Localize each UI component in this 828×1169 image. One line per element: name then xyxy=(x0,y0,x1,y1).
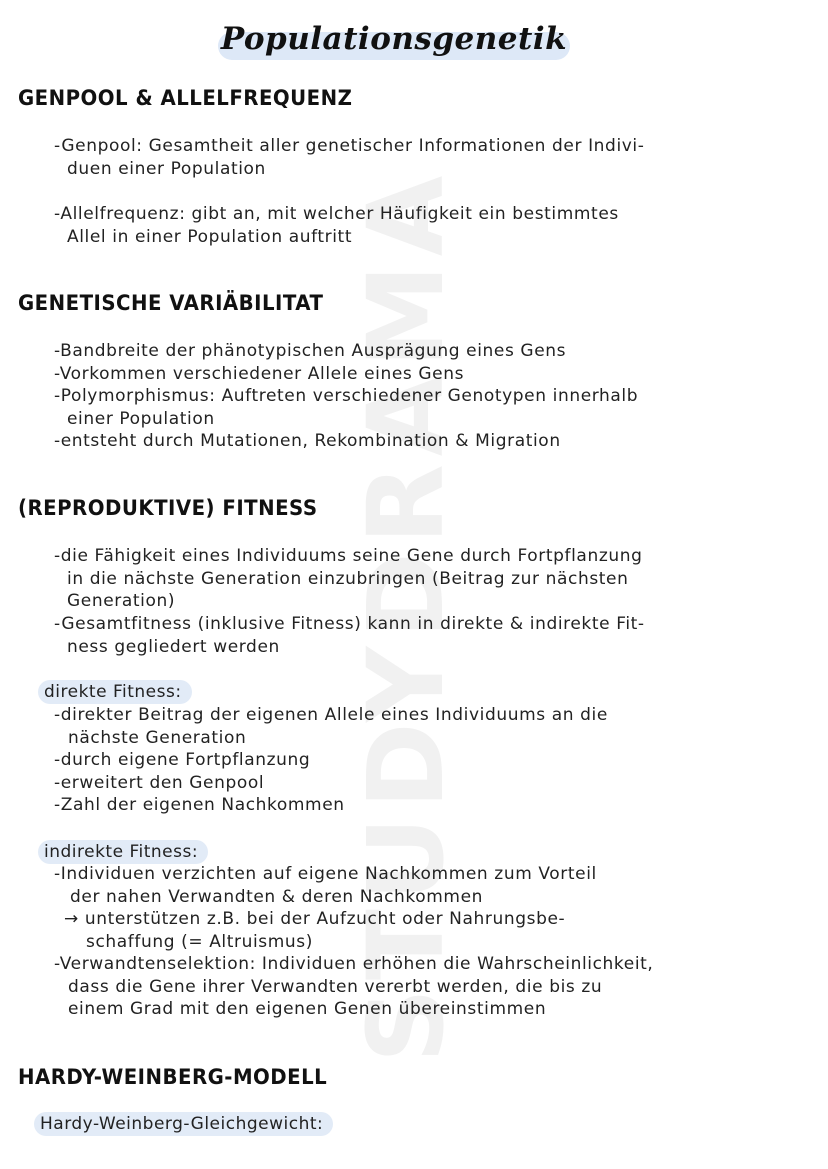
heading-fitness: (REPRODUKTIVE) FITNESS xyxy=(18,496,318,520)
line: -die Fähigkeit eines Individuums seine Gene durch Fortpflanzung xyxy=(54,546,643,566)
heading-variabilitaet: GENETISCHE VARIÄBILITAT xyxy=(18,291,324,315)
line: nächste Generation xyxy=(68,727,247,748)
line: → unterstützen z.B. bei der Aufzucht oder Nahrungsbe- xyxy=(64,909,566,929)
line: -entsteht durch Mutationen, Rekombination & Migration xyxy=(54,431,561,451)
line: einer Population xyxy=(67,408,215,429)
page-title: Populationsgenetik xyxy=(220,21,568,57)
item-fitness-definition xyxy=(54,545,642,613)
line: -Gesamtfitness (inklusive Fitness) kann in direkte & indirekte Fit- xyxy=(54,614,645,634)
subheading-indirekte-fitness: indirekte Fitness: xyxy=(38,840,208,864)
line: -durch eigene Fortpflanzung xyxy=(54,750,311,770)
line: Generation) xyxy=(67,591,176,611)
item-genpool-definition xyxy=(54,135,645,180)
item-gesamtfitness xyxy=(54,613,645,658)
item-allelfrequenz-definition xyxy=(54,203,619,248)
line: -Genpool: Gesamtheit aller genetischer Informationen der Indivi- xyxy=(54,136,645,156)
line: schaffung (= Altruismus) xyxy=(86,931,313,952)
line: -Zahl der eigenen Nachkommen xyxy=(54,795,345,815)
list-direkte-fitness xyxy=(54,704,608,817)
line: -direkter Beitrag der eigenen Allele eines Individuums an die xyxy=(54,705,608,725)
title-block xyxy=(218,16,570,62)
line: in die nächste Generation einzubringen (Beitrag zur nächsten xyxy=(67,568,629,589)
line: ness gegliedert werden xyxy=(67,636,280,657)
line: -Vorkommen verschiedener Allele eines Gens xyxy=(54,363,465,384)
line: -Verwandtenselektion: Individuen erhöhen die Wahrscheinlichkeit, xyxy=(54,954,654,974)
subheading-hardy-weinberg-gleichgewicht: Hardy-Weinberg-Gleichgewicht: xyxy=(34,1112,333,1136)
line: einem Grad mit den eigenen Genen übereinstimmen xyxy=(68,999,547,1019)
subheading-direkte-fitness: direkte Fitness: xyxy=(38,680,192,704)
line: Allel in einer Population auftritt xyxy=(67,226,353,247)
line: der nahen Verwandten & deren Nachkommen xyxy=(70,886,484,907)
line: -Bandbreite der phänotypischen Ausprägung eines Gens xyxy=(54,341,567,361)
list-variabilitaet xyxy=(54,340,638,453)
line: duen einer Population xyxy=(67,158,266,179)
heading-hardy-weinberg: HARDY-WEINBERG-MODELL xyxy=(18,1065,328,1089)
line: -Polymorphismus: Auftreten verschiedener Genotypen innerhalb xyxy=(54,386,639,406)
heading-genpool: GENPOOL & ALLELFREQUENZ xyxy=(18,86,353,110)
line: dass die Gene ihrer Verwandten vererbt werden, die bis zu xyxy=(68,976,603,997)
line: -erweitert den Genpool xyxy=(54,772,265,793)
line: -Individuen verzichten auf eigene Nachkommen zum Vorteil xyxy=(54,864,597,884)
watermark: STUDYDRAMA xyxy=(345,167,467,1063)
line: -Allelfrequenz: gibt an, mit welcher Häufigkeit ein bestimmtes xyxy=(54,204,619,224)
list-indirekte-fitness xyxy=(54,863,653,1021)
